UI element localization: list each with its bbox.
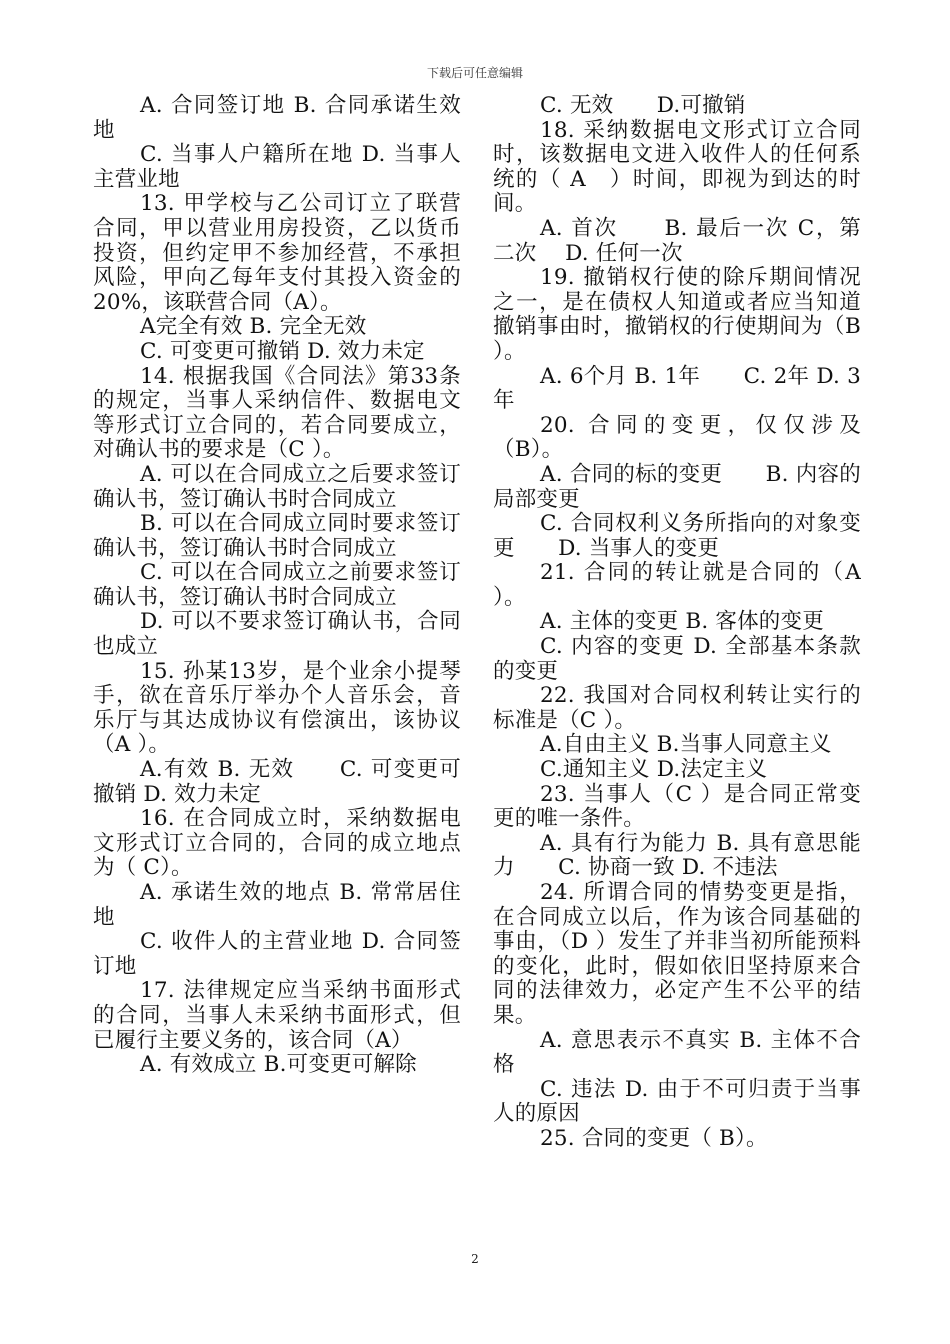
- paragraph: C. 无效 D.可撤销: [540, 93, 746, 118]
- question-22: 22. 我国对合同权利转让实行的标准是（C ）。: [493, 683, 861, 733]
- paragraph: A. 具有行为能力 B. 具有意思能力 C. 协商一致 D. 不违法: [493, 830, 861, 881]
- paragraph: C. 内容的变更 D. 全部基本条款的变更: [493, 634, 861, 684]
- paragraph: A. 6个月 B. 1年 C. 2年 D. 3年: [493, 363, 861, 414]
- paragraph: A.自由主义 B.当事人同意主义: [540, 732, 832, 758]
- question-19: 19. 撤销权行使的除斥期间情况之一，是在债权人知道或者应当知道撤销事由时，撤销权的行使期间为（B ）。: [493, 265, 861, 364]
- paragraph: A. 有效成立 B.可变更可解除: [140, 1052, 417, 1078]
- paragraph: A.有效 B. 无效 C. 可变更可撤销 D. 效力未定: [93, 757, 461, 807]
- paragraph: A. 首次 B. 最后一次 C，第二次 D. 任何一次: [493, 215, 861, 266]
- question-20: 20. 合同的变更，仅仅涉及（B）。: [493, 412, 861, 463]
- paragraph: A. 合同的标的变更 B. 内容的局部变更: [493, 461, 861, 512]
- paragraph: C. 违法 D. 由于不可归责于当事人的原因: [493, 1076, 861, 1127]
- paragraph: A. 主体的变更 B. 客体的变更: [540, 609, 824, 635]
- question-25: 25. 合同的变更（ B）。: [540, 1125, 768, 1151]
- paragraph: A完全有效 B. 完全无效: [140, 314, 367, 340]
- question-15: 15. 孙某13岁，是个业余小提琴手，欲在音乐厅举办个人音乐会，音乐厅与其达成协议有偿演出，该协议（A ）。: [93, 658, 461, 758]
- page-header: 下载后可任意编辑: [426, 66, 523, 80]
- question-13: 13. 甲学校与乙公司订立了联营合同，甲以营业用房投资，乙以货币投资，但约定甲不参加经营，不承担风险，甲向乙每年支付其投入资金的20%，该联营合同（A）。: [93, 191, 461, 315]
- question-23: 23. 当事人（C ）是合同正常变更的唯一条件。: [493, 781, 861, 832]
- paragraph: C. 收件人的主营业地 D. 合同签订地: [93, 929, 461, 979]
- paragraph: A. 合同签订地 B. 合同承诺生效地: [93, 93, 461, 143]
- paragraph: A. 承诺生效的地点 B. 常常居住地: [93, 880, 461, 930]
- paragraph: A. 意思表示不真实 B. 主体不合格: [493, 1027, 861, 1078]
- page-number: 2: [471, 1252, 479, 1266]
- question-14: 14. 根据我国《合同法》第33条的规定，当事人采纳信件、数据电文等形式订立合同的，若合同要成立，对确认书的要求是（C ）。: [93, 363, 461, 463]
- paragraph: B. 可以在合同成立同时要求签订确认书，签订确认书时合同成立: [93, 511, 461, 561]
- question-21: 21. 合同的转让就是合同的（A ）。: [493, 560, 861, 610]
- paragraph: C.通知主义 D.法定主义: [540, 757, 768, 783]
- paragraph: C. 可以在合同成立之前要求签订确认书，签订确认书时合同成立: [93, 560, 461, 610]
- paragraph: C. 可变更可撤销 D. 效力未定: [140, 338, 425, 364]
- question-17: 17. 法律规定应当采纳书面形式的合同，当事人未采纳书面形式，但已履行主要义务的，该合同（A）: [93, 978, 461, 1053]
- question-16: 16. 在合同成立时，采纳数据电文形式订立合同的，合同的成立地点为（ C）。: [93, 806, 461, 881]
- paragraph: D. 可以不要求签订确认书，合同也成立: [93, 609, 461, 660]
- paragraph: C. 当事人户籍所在地 D. 当事人主营业地: [93, 142, 461, 192]
- left-column: [93, 94, 461, 1078]
- paragraph: A. 可以在合同成立之后要求签订确认书，签订确认书时合同成立: [93, 461, 461, 512]
- paragraph: C. 合同权利义务所指向的对象变更 D. 当事人的变更: [493, 511, 861, 561]
- right-column: [493, 94, 861, 1152]
- question-24: 24. 所谓合同的情势变更是指，在合同成立以后，作为该合同基础的事由，（D ）发生了并非当初所能预料的变化，此时，假如依旧坚持原来合同的法律效力，必定产生不公平的结果。: [493, 880, 861, 1028]
- question-18: 18. 采纳数据电文形式订立合同时，该数据电文进入收件人的任何系统的（ A ）时间，即视为到达的时间。: [493, 117, 861, 217]
